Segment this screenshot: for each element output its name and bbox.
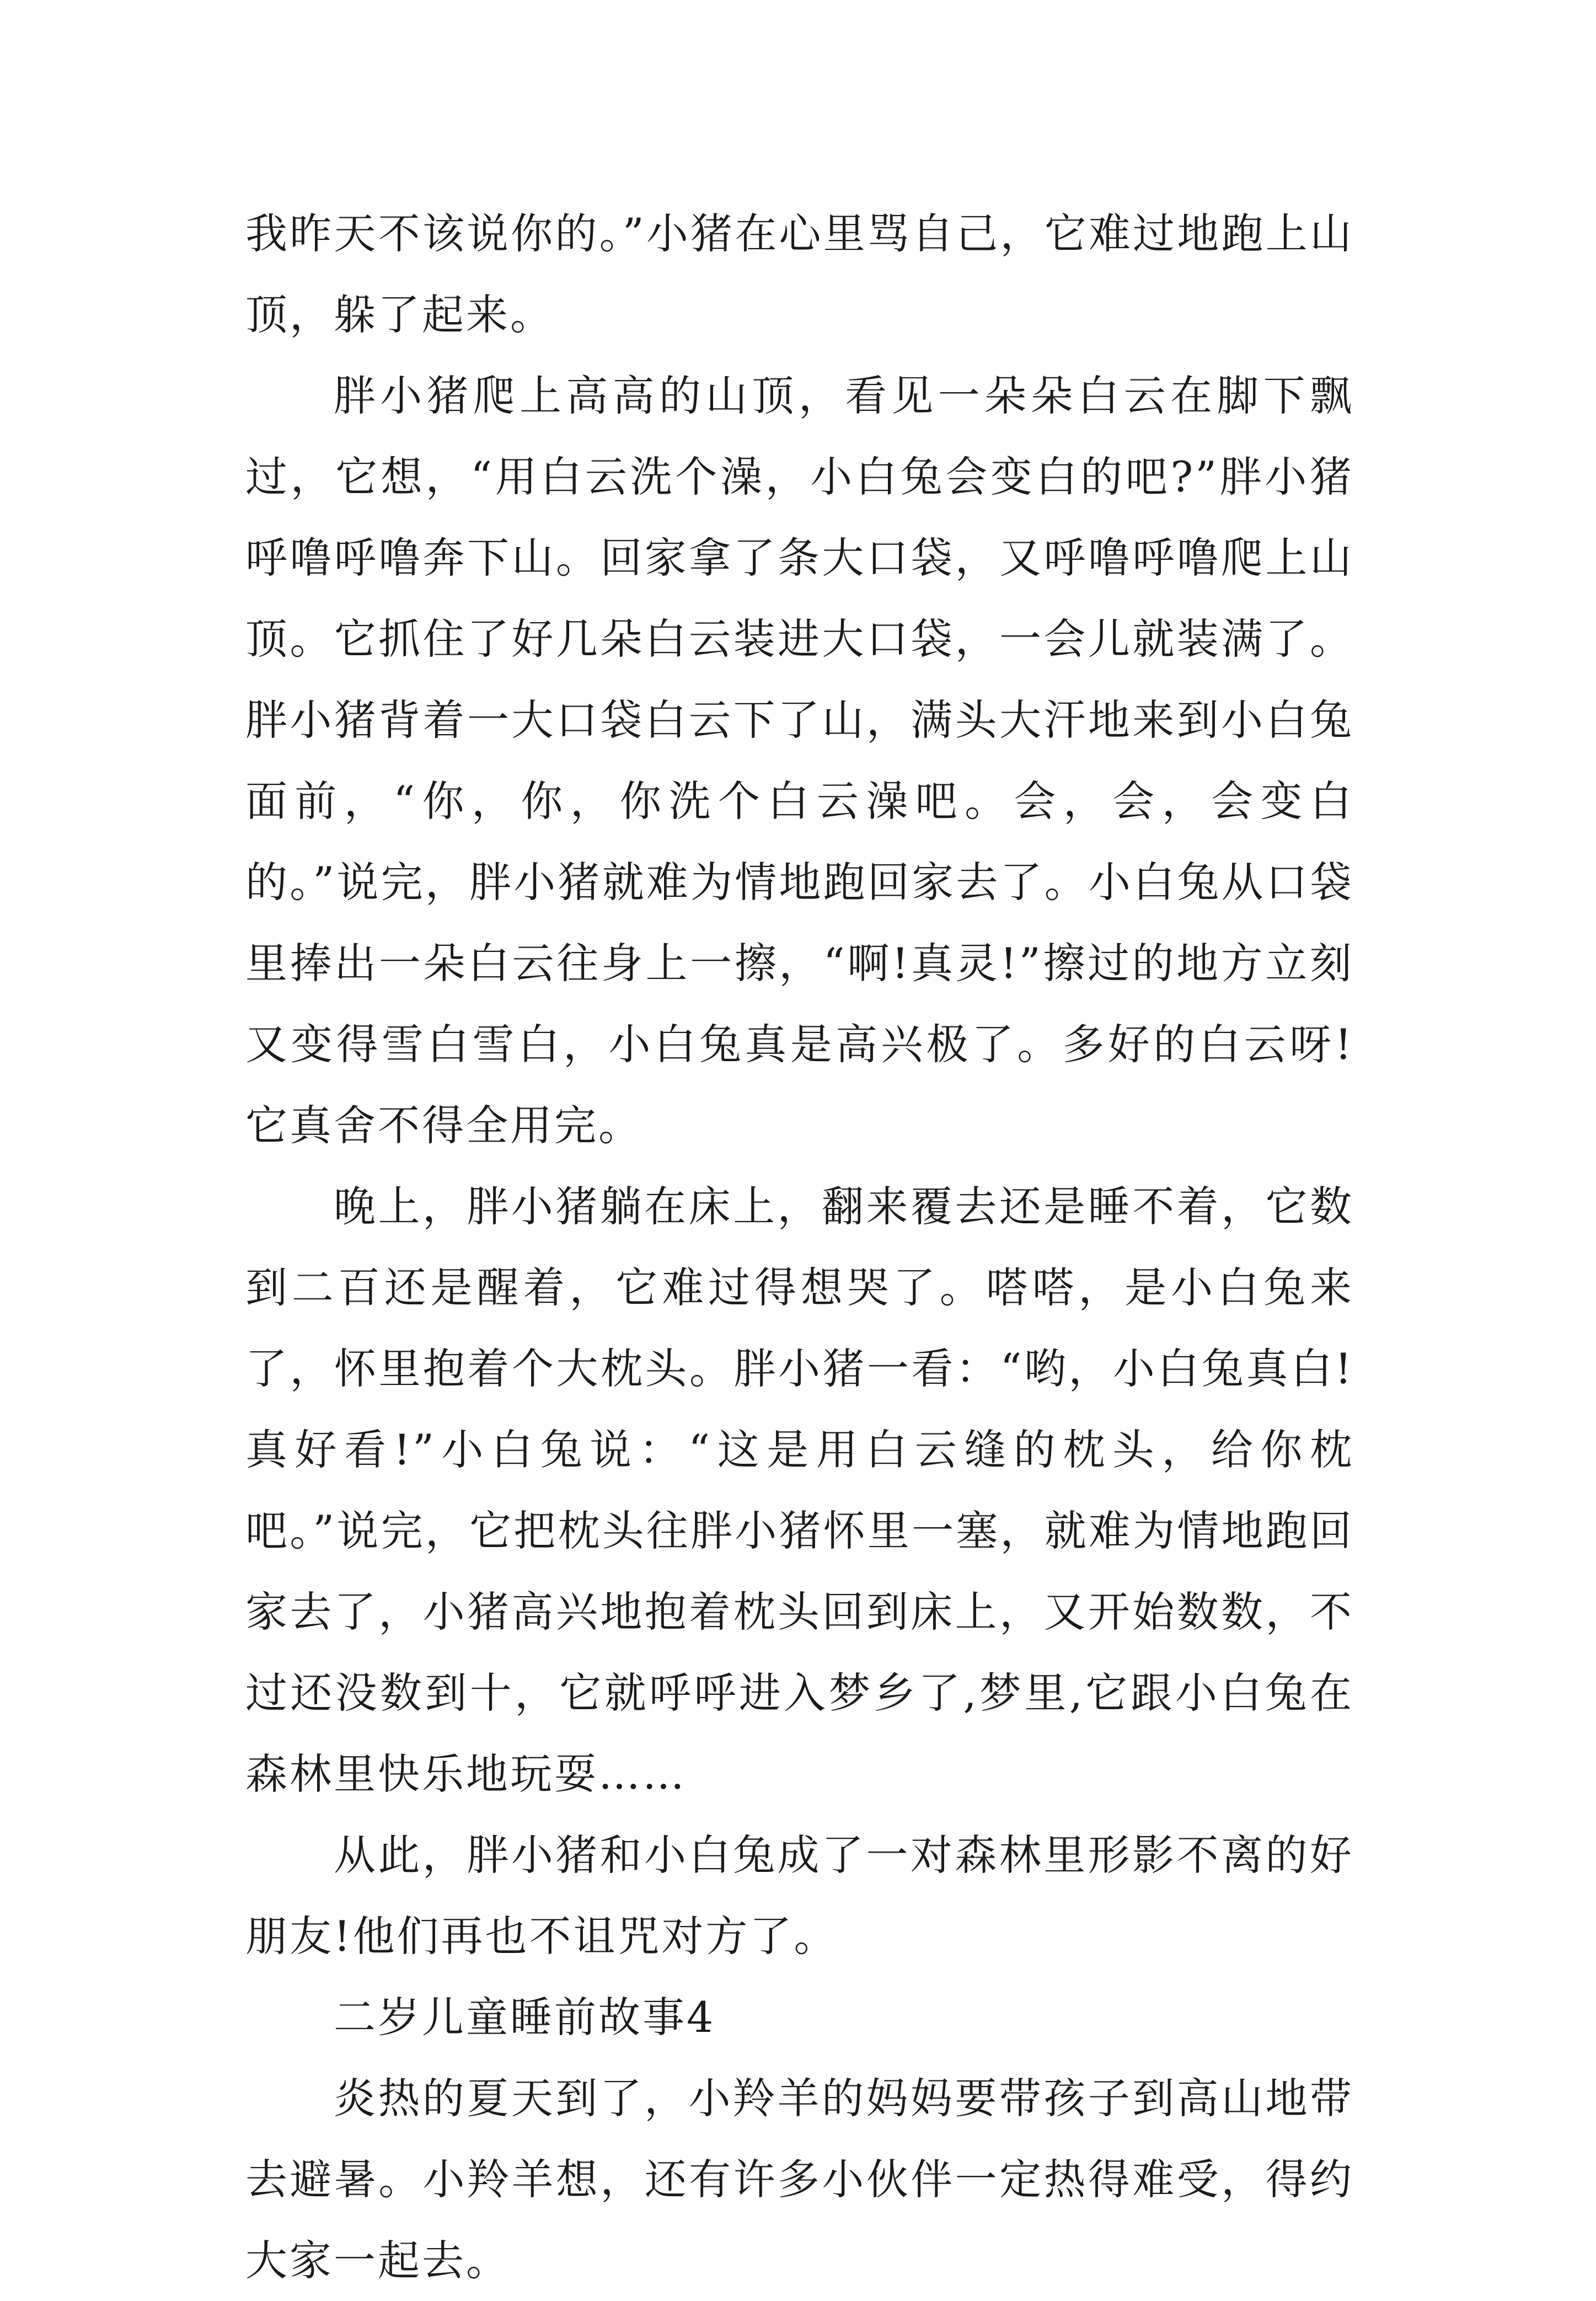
paragraph-3: 晚上，胖小猪躺在床上，翻来覆去还是睡不着，它数到二百还是醒着，它难过得想哭了。嗒嗒，是小白兔来了，怀里抱着个大枕头。胖小猪一看：“哟，小白兔真白!真好看!”小白兔说：“这是用白云缝的枕头，给你枕吧。”说完，它把枕头往胖小猪怀里一塞，就难为情地跑回家去了，小猪高兴地抱着枕头回到床上，又开始数数，不过还没数到十，它就呼呼进入梦乡了,梦里,它跟小白兔在森林里快乐地玩耍……: [245, 1182, 1354, 1799]
section-heading: 二岁儿童睡前故事4: [334, 1993, 716, 2042]
paragraph-2: 胖小猪爬上高高的山顶，看见一朵朵白云在脚下飘过，它想，“用白云洗个澡，小白兔会变白的吧?”胖小猪呼噜呼噜奔下山。回家拿了条大口袋，又呼噜呼噜爬上山顶。它抓住了好几朵白云装进大口袋，一会儿就装满了。胖小猪背着一大口袋白云下了山，满头大汗地来到小白兔面前，“你，你，你洗个白云澡吧。会，会，会变白的。”说完，胖小猪就难为情地跑回家去了。小白兔从口袋里捧出一朵白云往身上一擦，“啊!真灵!”擦过的地方立刻又变得雪白雪白，小白兔真是高兴极了。多好的白云呀!它真舍不得全用完。: [245, 371, 1354, 1150]
paragraph-1: 我昨天不该说你的。”小猪在心里骂自己，它难过地跑上山顶，躲了起来。: [245, 209, 1354, 339]
document-body: [245, 193, 1354, 2301]
paragraph-4: 从此，胖小猪和小白兔成了一对森林里形影不离的好朋友!他们再也不诅咒对方了。: [245, 1831, 1354, 1961]
paragraph-5: 炎热的夏天到了，小羚羊的妈妈要带孩子到高山地带去避暑。小羚羊想，还有许多小伙伴一定热得难受，得约大家一起去。: [245, 2074, 1354, 2285]
